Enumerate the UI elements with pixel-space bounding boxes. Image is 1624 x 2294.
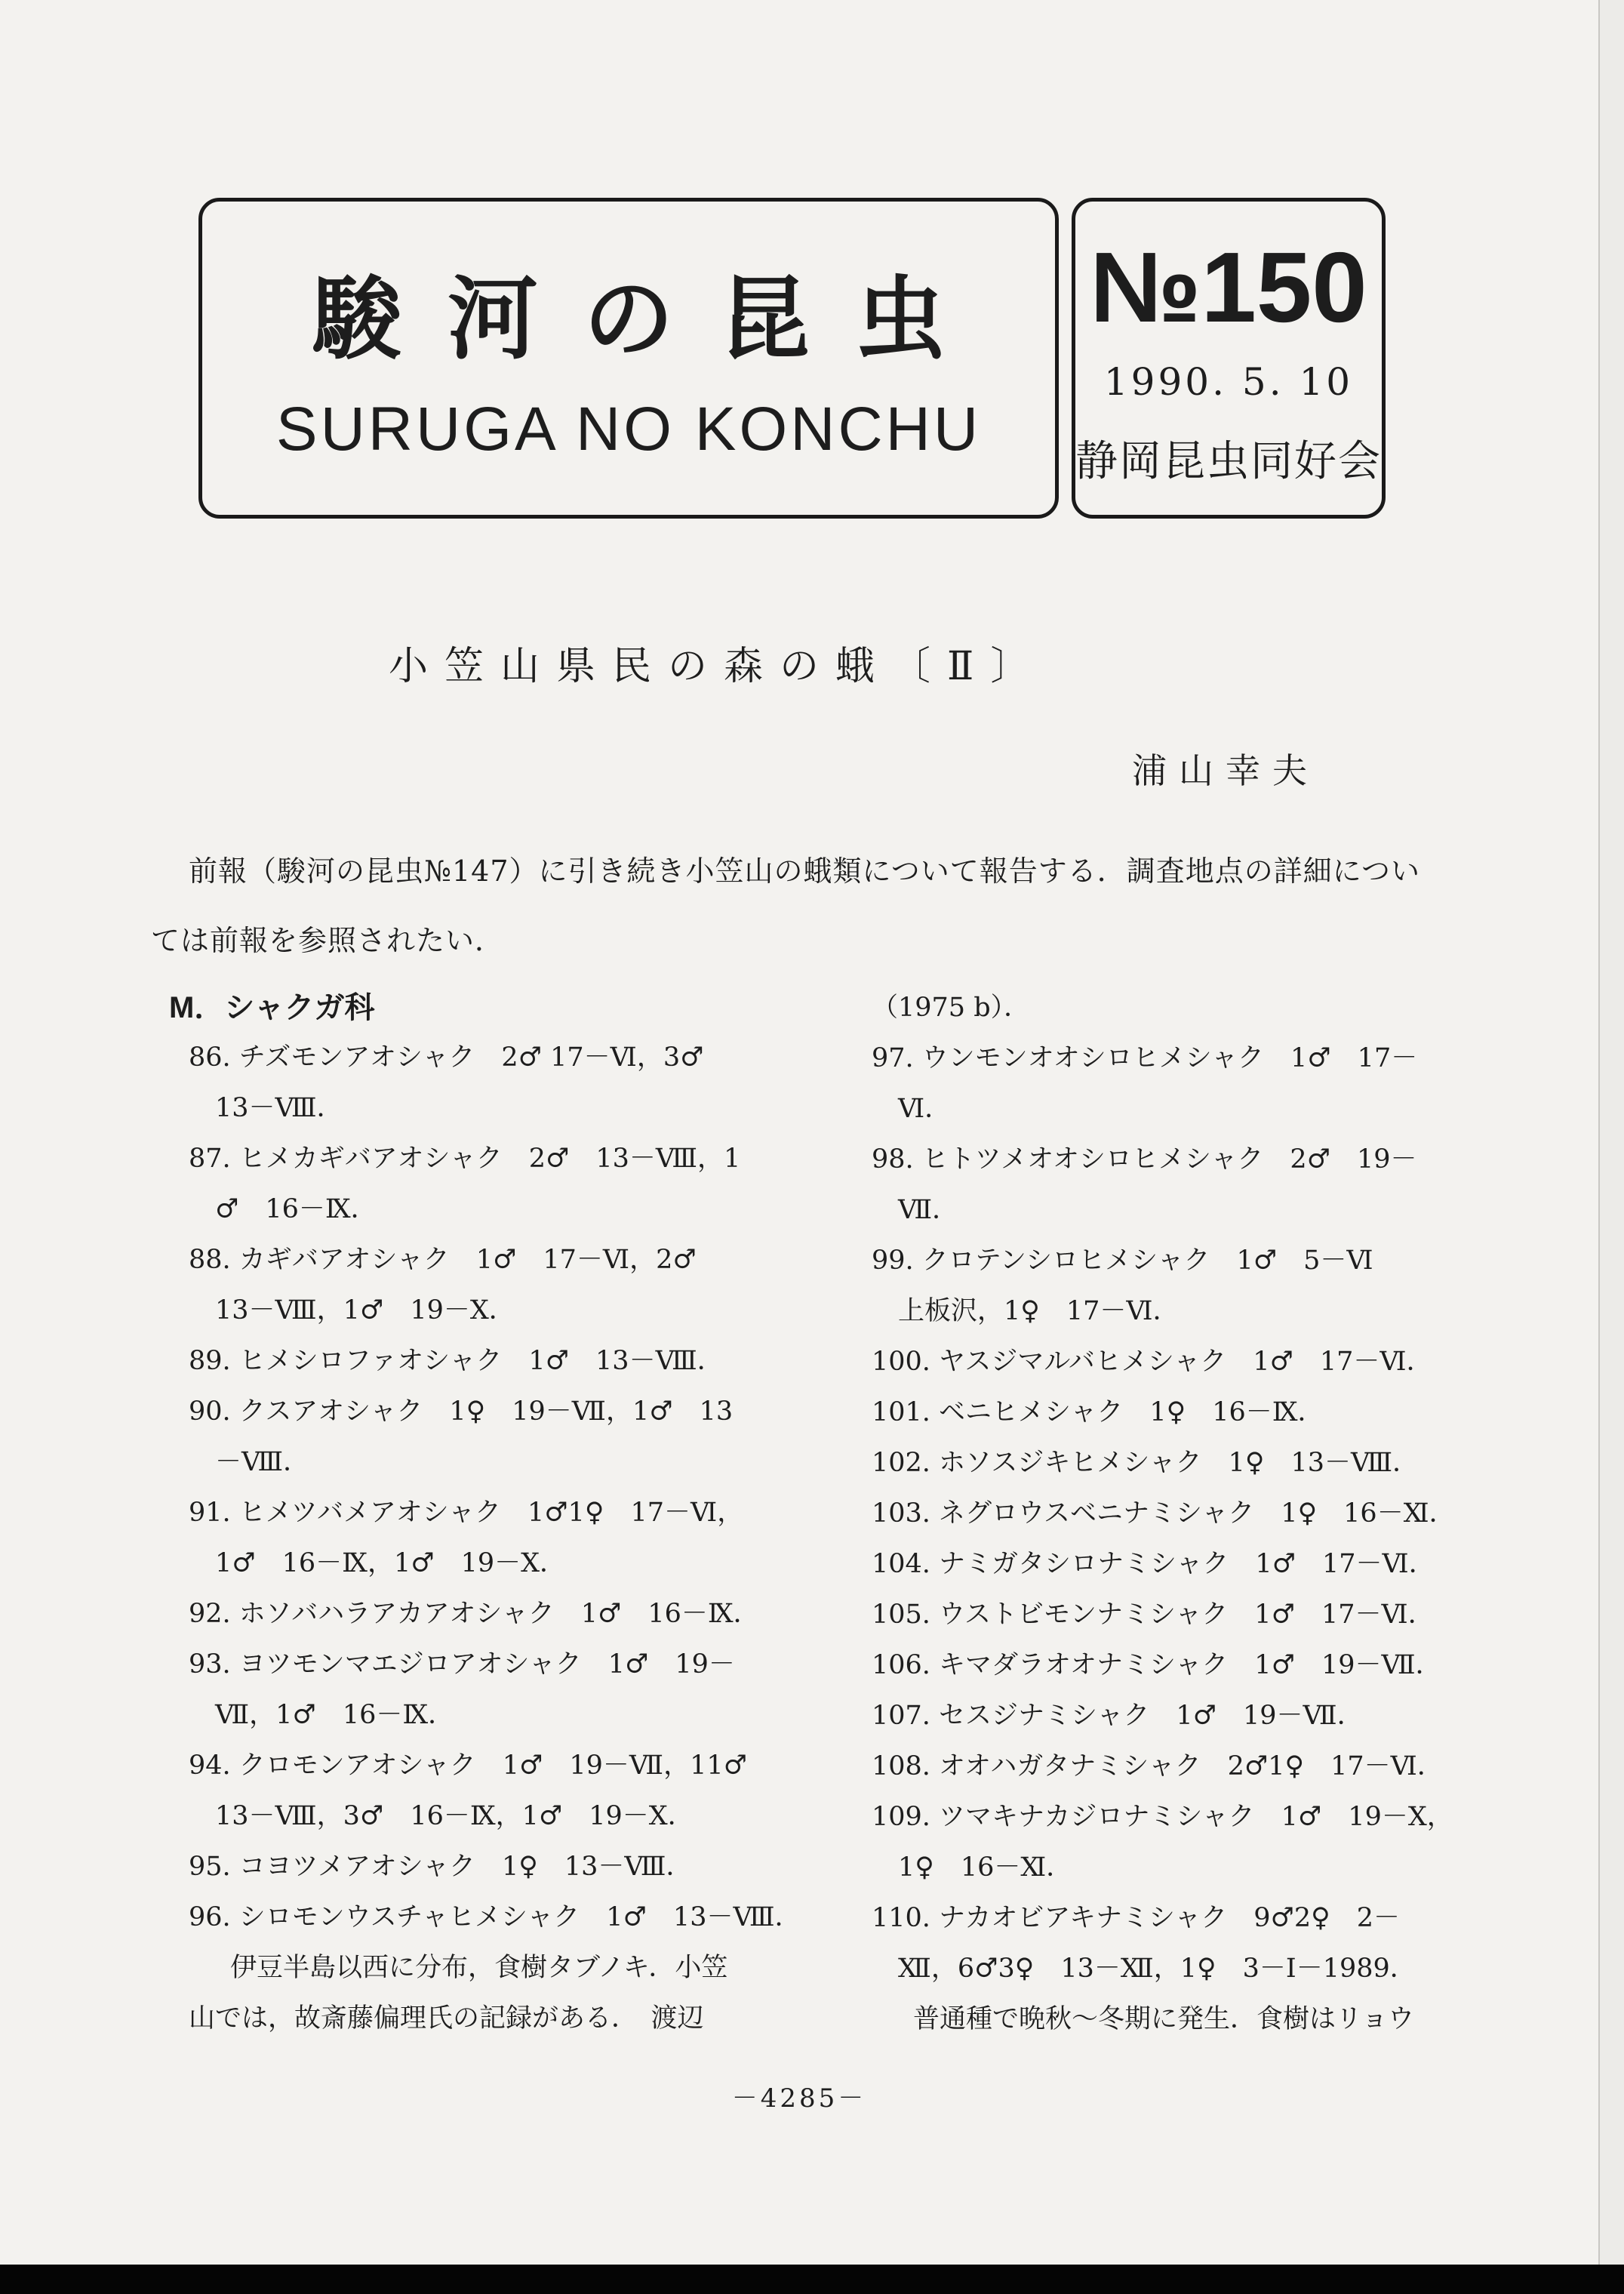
left-entry-list <box>151 1033 815 1943</box>
entry-line: 100. ヤスジマルバヒメシャク 1♂ 17－Ⅵ． <box>872 1347 1433 1377</box>
note-line: 普通種で晩秋～冬期に発生．食樹はリョウ <box>913 2004 1414 2034</box>
entry-continuation-line: 13－Ⅷ，1♂ 19－Ⅹ． <box>215 1295 515 1326</box>
species-entry <box>834 1741 1444 1792</box>
species-entry <box>151 1387 815 1488</box>
entry-continuation-line: 1♂ 16－Ⅸ，1♂ 19－Ⅹ． <box>215 1548 567 1578</box>
entry-line: 104. ナミガタシロナミシャク 1♂ 17－Ⅵ． <box>872 1549 1435 1579</box>
article-author: 浦山幸夫 <box>1132 750 1319 791</box>
left-column-note <box>151 1943 815 2044</box>
article-title: 小笠山県民の森の蛾〔Ⅱ〕 <box>389 644 1047 689</box>
entry-continuation-line: Ⅶ，1♂ 16－Ⅸ． <box>215 1700 455 1730</box>
species-entry <box>151 1640 815 1741</box>
entry-line: 86. チズモンアオシャク 2♂ 17－Ⅵ，3♂ <box>189 1042 704 1073</box>
issue-number: №150 <box>1090 232 1367 343</box>
entry-line: 108. オオハガタナミシャク 2♂1♀ 17－Ⅵ． <box>872 1751 1444 1781</box>
species-entry <box>834 1438 1438 1489</box>
journal-title-jp: 駿河の昆虫 <box>312 266 991 372</box>
entry-line: 97. ウンモンオオシロヒメシャク 1♂ 17－ <box>872 1043 1418 1073</box>
species-entry <box>834 1337 1438 1387</box>
note-line: 伊豆半島以西に分布，食樹タブノキ．小笠 <box>230 1953 728 1983</box>
species-entry <box>834 1539 1438 1590</box>
entry-continuation-line: －Ⅷ． <box>215 1447 310 1477</box>
masthead-issue-box <box>1072 198 1386 519</box>
page-number: －4285－ <box>731 2083 867 2114</box>
entry-line: 109. ツマキナカジロナミシャク 1♂ 19－Ⅹ， <box>872 1802 1453 1832</box>
entry-line: 89. ヒメシロファオシャク 1♂ 13－Ⅷ． <box>189 1346 724 1376</box>
entry-line: 88. カギバアオシャク 1♂ 17－Ⅵ，2♂ <box>189 1245 697 1275</box>
entry-line: 87. ヒメカギバアオシャク 2♂ 13－Ⅷ，1 <box>189 1144 741 1174</box>
entry-continuation-line: Ⅵ． <box>898 1094 952 1124</box>
species-entry <box>834 1236 1438 1337</box>
entry-line: 98. ヒトツメオオシロヒメシャク 2♂ 19－ <box>872 1144 1417 1175</box>
entry-line: 99. クロテンシロヒメシャク 1♂ 5－Ⅵ <box>872 1246 1373 1276</box>
publisher-name: 静岡昆虫同好会 <box>1075 437 1382 486</box>
entry-line: 106. キマダラオオナミシャク 1♂ 19－Ⅶ． <box>872 1650 1442 1680</box>
species-entry <box>834 1792 1453 1893</box>
bleed-through-text <box>528 140 537 190</box>
right-column-note <box>834 1994 1438 2045</box>
scan-border <box>0 2265 1624 2294</box>
entry-line: 102. ホソスジキヒメシャク 1♀ 13－Ⅷ． <box>872 1448 1419 1478</box>
entry-line: 93. ヨツモンマエジロアオシャク 1♂ 19－ <box>189 1649 735 1680</box>
species-entry <box>151 1741 815 1842</box>
entry-continuation-line: ♂ 16－Ⅸ． <box>215 1194 377 1224</box>
species-entry <box>151 1589 815 1640</box>
species-entry <box>834 1135 1438 1236</box>
entry-line: 90. クスアオシャク 1♀ 19－Ⅶ，1♂ 13 <box>189 1396 734 1427</box>
journal-title-en: SURUGA NO KONCHU <box>275 395 982 463</box>
entry-continuation-line: 1♀ 16－Ⅺ． <box>898 1852 1073 1883</box>
species-entry <box>151 1033 815 1134</box>
species-entry <box>151 1336 815 1387</box>
entry-line: 95. コヨツメアオシャク 1♀ 13－Ⅷ． <box>189 1852 693 1882</box>
species-entry <box>151 1488 815 1589</box>
species-entry <box>151 1892 815 1943</box>
entry-continuation-line: Ⅶ． <box>898 1195 959 1225</box>
species-entry <box>834 1691 1438 1741</box>
species-entry <box>151 1134 815 1235</box>
entry-continuation-line: Ⅻ，6♂3♀ 13－Ⅻ，1♀ 3－Ⅰ－1989． <box>898 1954 1416 1984</box>
left-column <box>151 983 815 2044</box>
entry-line: 94. クロモンアオシャク 1♂ 19－Ⅶ，11♂ <box>189 1751 748 1781</box>
entry-continuation-line: 13－Ⅷ． <box>215 1093 343 1123</box>
species-entry <box>834 1893 1438 1994</box>
entry-line: 96. シロモンウスチャヒメシャク 1♂ 13－Ⅷ． <box>189 1902 801 1932</box>
species-entry <box>151 1235 815 1336</box>
entry-line: 92. ホソバハラアカアオシャク 1♂ 16－Ⅸ． <box>189 1599 760 1629</box>
entry-line: 110. ナカオビアキナミシャク 9♂2♀ 2－ <box>872 1903 1401 1933</box>
entry-continuation-line: 13－Ⅷ，3♂ 16－Ⅸ，1♂ 19－Ⅹ． <box>215 1801 694 1831</box>
entry-line: 91. ヒメツバメアオシャク 1♂1♀ 17－Ⅵ， <box>189 1498 744 1528</box>
species-entry <box>834 1387 1438 1438</box>
note-line: 山では，故斎藤偏理氏の記録がある． 渡辺 <box>189 2003 704 2034</box>
entry-line: 101. ベニヒメシャク 1♀ 16－Ⅸ． <box>872 1397 1324 1427</box>
species-entry <box>834 1033 1438 1135</box>
entry-line: 107. セスジナミシャク 1♂ 19－Ⅶ． <box>872 1701 1364 1731</box>
entry-continuation-line: 上板沢，1♀ 17－Ⅵ． <box>898 1296 1180 1326</box>
right-column-continuation: （1975 b）． <box>872 993 1031 1023</box>
entry-line: 105. ウストビモンナミシャク 1♂ 17－Ⅵ． <box>872 1600 1435 1630</box>
species-entry <box>834 1640 1442 1691</box>
species-entry <box>834 1590 1438 1640</box>
right-column <box>834 983 1456 2045</box>
issue-date: 1990. 5. 10 <box>1103 360 1354 404</box>
article-intro: 前報（駿河の昆虫№147）に引き続き小笠山の蛾類について報告する．調査地点の詳細については前報を参照されたい． <box>151 854 1420 957</box>
masthead-title-box <box>198 198 1059 519</box>
right-entry-list <box>834 1033 1456 1994</box>
section-heading: M．シャクガ科 <box>169 991 375 1024</box>
species-entry <box>834 1489 1456 1539</box>
page-edge <box>1598 0 1624 2294</box>
entry-line: 103. ネグロウスベニナミシャク 1♀ 16－Ⅺ． <box>872 1498 1456 1529</box>
species-entry <box>151 1842 815 1892</box>
